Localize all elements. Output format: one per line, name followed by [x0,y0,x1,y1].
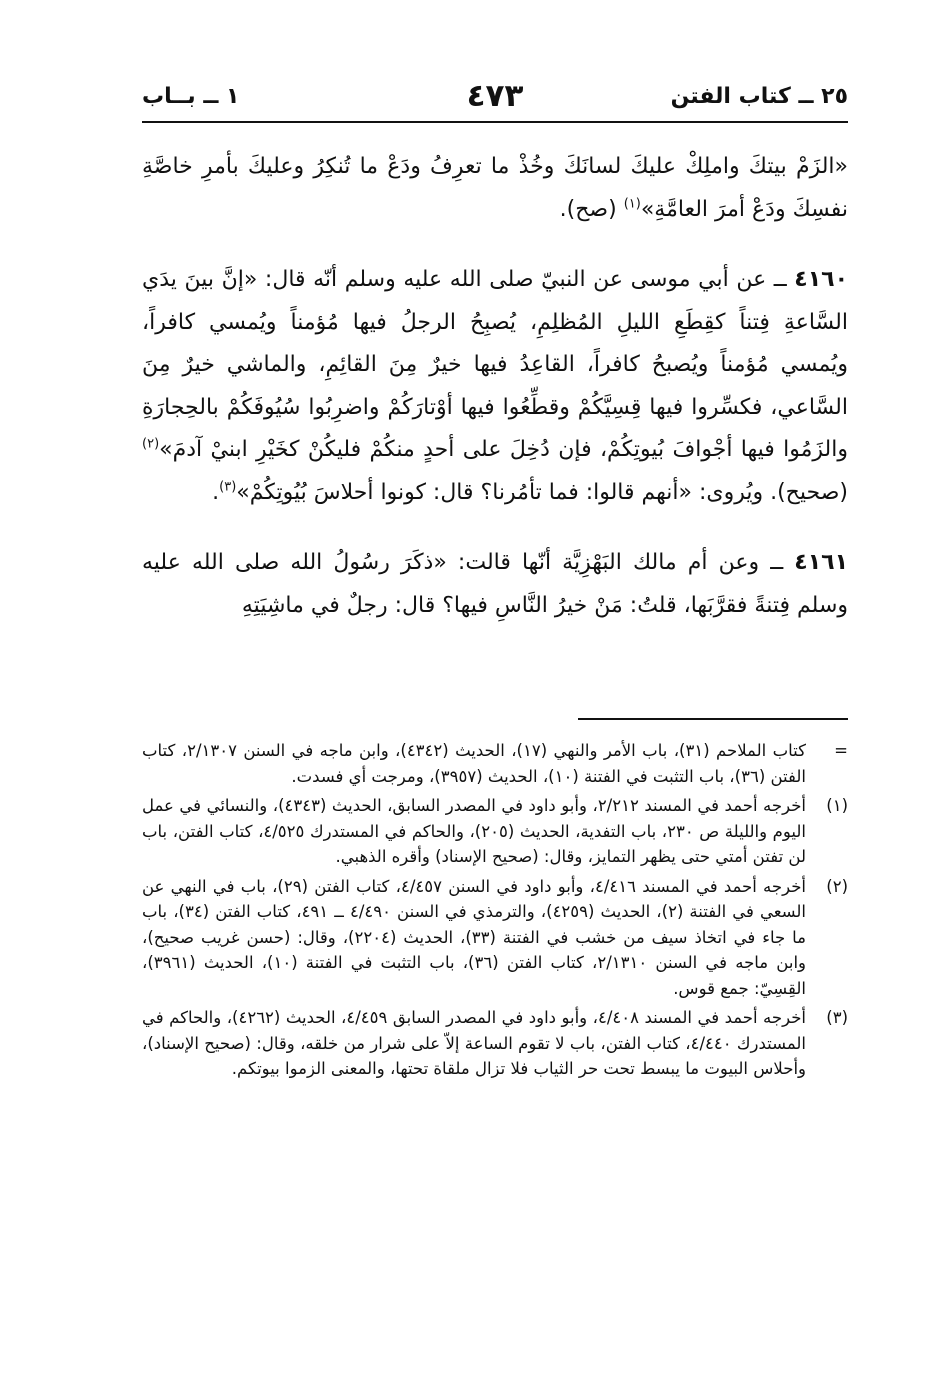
hadith-4160 [142,259,848,514]
footnote-mark: (٢) [826,876,848,896]
book-title: ٢٥ ــ كتاب الفتن [670,84,848,109]
footnote-separator [578,718,848,720]
footnote [142,793,848,870]
footnote-ref: (٣) [219,479,237,495]
page-header [142,78,848,114]
footnote-mark: = [834,741,848,760]
hadith-end: . [212,479,220,505]
page-number: ٤٧٣ [466,78,524,114]
hadith-text: ــ وعن أم مالك البَهْزِيَّة أنّها قالت: «ذكَرَ رسُولُ الله صلى الله عليه وسلم فِتنةً فقرَّبَها، قلتُ: مَنْ خيرُ النَّاسِ فيها؟ قال: رجلٌ في ماشِيَتِهِ [142,550,848,618]
footnote-text: أخرجه أحمد في المسند ٤/٤١٦، وأبو داود في السنن ٤/٤٥٧، كتاب الفتن (٢٩)، باب في النهي عن السعي في الفتنة (٢)، الحديث (٤٢٥٩)، والترمذي في السنن ٤/٤٩٠ ــ ٤٩١، كتاب الفتن (٣٤)، باب ما جاء في اتخاذ سيف من خشب في الفتنة (٣٣)، الحديث (٢٢٠٤)، وقال: (حسن غريب صحيح)، وابن ماجه في السنن ٢/١٣١٠، كتاب الفتن (٣٦)، باب التثبت في الفتنة (١٠)، الحديث (٣٩٦١)، القِسِيّ: جمع قوس. [142,876,806,998]
footnote-text: أخرجه أحمد في المسند ٢/٢١٢، وأبو داود في المصدر السابق، الحديث (٤٣٤٣)، والنسائي في عمل اليوم والليلة ص ٢٣٠، باب التفدية، الحديث (٢٠٥)، والحاكم في المستدرك ٤/٥٢٥، كتاب الفتن، باب لن تفتن أمتي حتى يظهر التمايز، وقال: (صحيح الإسناد) وأقره الذهبي. [142,796,807,866]
footnote-mark: (١) [826,796,848,815]
footnote-text: كتاب الملاحم (٣١)، باب الأمر والنهي (١٧)، الحديث (٤٣٤٢)، وابن ماجه في السنن ٢/١٣٠٧، كتاب الفتن (٣٦)، باب التثبت في الفتنة (١٠)، الحديث (٣٩٥٧)، ومرجت أي فسدت. [142,741,806,786]
footnotes [142,738,848,1086]
hadith-variant: (صحيح). ويُروى: «أنهم قالوا: فما تأمُرنا؟ قال: كونوا أحلاسَ بُيُوتِكُمْ» [236,479,848,505]
footnote-ref: (٢) [142,436,160,452]
main-text [142,146,848,627]
footnote [142,1005,848,1082]
hadith-text: «الزَمْ بيتكَ واملِكْ عليكَ لسانَكَ وخُذْ ما تعرِفُ ودَعْ ما تُنكِرُ وعليكَ بأمرِ خاصَّةِ نفسِكَ ودَعْ أمرَ العامَّةِ» [142,154,848,222]
hadith-intro: ــ عن أبي موسى عن النبيّ صلى الله عليه وسلم أنّه قال: [257,267,795,292]
hadith-4161 [142,542,848,627]
hadith-number: ٤١٦١ [794,550,848,575]
hadith-number: ٤١٦٠ [794,267,848,292]
footnote-ref: (١) [623,196,641,212]
footnote-text: أخرجه أحمد في المسند ٤/٤٠٨، وأبو داود في المصدر السابق ٤/٤٥٩، الحديث (٤٢٦٢)، والحاكم في المستدرك ٤/٤٤٠، كتاب الفتن، باب لا تقوم الساعة إلاّ على شرار من خلقه، وقال: (صحيح الإسناد)، وأحلاس البيوت ما يبسط تحت حر الثياب فلا تزال ملقاة تحتها، والمعنى الزموا بيوتكم. [142,1008,806,1078]
footnote-mark: (٣) [826,1008,848,1027]
hadith-grade: (صح). [559,196,624,222]
header-rule [142,121,848,123]
paragraph-continuation [142,146,848,231]
footnote [142,874,848,1002]
footnote [142,738,848,789]
chapter-title: ١ ــ بــاب [142,84,240,109]
hadith-text: «إنَّ بينَ يدَي السَّاعةِ فِتناً كقِطَعِ الليلِ المُظلِمِ، يُصبِحُ الرجلُ فيها مُؤمناً ويُمسي كافراً، ويُمسي مُؤمناً ويُصبحُ كافراً، القاعِدُ فيها خيرٌ مِنَ القائِمِ، والماشي خيرٌ مِنَ السَّاعي، فكسِّروا فيها قِسِيَّكُمْ وقطِّعُوا فيها أوْتارَكُمْ واضرِبُوا سُيُوفَكُمْ بالحِجارَةِ والزَمُوا فيها أجْوافَ بُيوتِكُمْ، فإن دُخِلَ على أحدٍ منكُمْ فليكُنْ كخَيْرِ ابنيْ آدمَ» [142,267,848,462]
